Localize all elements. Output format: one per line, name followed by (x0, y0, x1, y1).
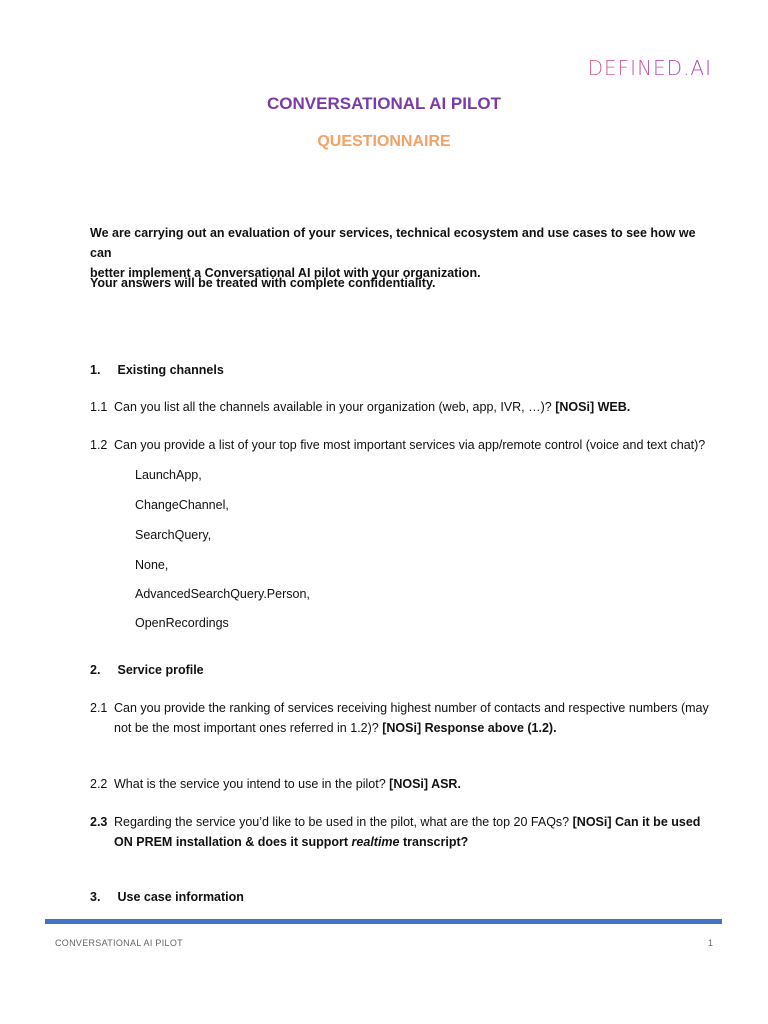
confidentiality-note: Your answers will be treated with complete confidentiality. (90, 276, 436, 290)
question-text: Can you provide a list of your top five most important services via app/remote control (voice and text chat)? (114, 438, 706, 452)
answer-italic: realtime (351, 835, 400, 849)
section-number: 2. (90, 663, 101, 677)
section-number: 1. (90, 363, 101, 377)
question-number: 2.1 (90, 701, 108, 715)
section-2-heading (90, 660, 204, 680)
question-text: Regarding the service you’d like to be used in the pilot, what are the top 20 FAQs? (114, 815, 570, 829)
question-number: 1.1 (90, 400, 108, 414)
service-item: AdvancedSearchQuery.Person, (135, 587, 310, 601)
question-text: Can you list all the channels available in your organization (web, app, IVR, …)? (114, 400, 552, 414)
section-title: Use case information (117, 890, 244, 904)
company-logo: DEFINED.AI (587, 56, 712, 80)
question-text-line-1: Can you provide the ranking of services receiving highest number of contacts and respective numbers (may (114, 701, 709, 715)
section-1-heading (90, 360, 224, 380)
answer-text: [NOSi] ASR. (389, 777, 461, 791)
section-number: 3. (90, 890, 101, 904)
section-3-heading (90, 887, 244, 907)
question-2-2 (90, 774, 720, 794)
question-number: 2.2 (90, 777, 108, 791)
answer-text: [NOSi] Response above (1.2). (382, 721, 557, 735)
intro-line-1: We are carrying out an evaluation of your services, technical ecosystem and use cases to see how we can (90, 226, 696, 260)
service-item: ChangeChannel, (135, 498, 229, 512)
question-number: 1.2 (90, 438, 108, 452)
section-title: Existing channels (117, 363, 224, 377)
service-item: SearchQuery, (135, 528, 212, 542)
page-number: 1 (708, 938, 714, 948)
service-item: OpenRecordings (135, 616, 229, 630)
document-subtitle: QUESTIONNAIRE (317, 133, 451, 150)
answer-text-2: PREM installation & does it support (136, 835, 349, 849)
question-1-2 (90, 435, 720, 455)
question-2-3 (90, 812, 720, 852)
question-text: What is the service you intend to use in the pilot? (114, 777, 386, 791)
section-title: Service profile (117, 663, 204, 677)
document-title: CONVERSATIONAL AI PILOT (267, 94, 501, 113)
answer-text: [NOSi] WEB. (555, 400, 631, 414)
question-text-line-2: not be the most important ones referred in 1.2)? (114, 721, 379, 735)
answer-text-1: [NOSi] Can it be used ON (114, 815, 701, 849)
intro-line-2: better implement a Conversational AI pilot with your organization. (90, 266, 481, 280)
service-item: None, (135, 558, 169, 572)
question-number: 2.3 (90, 815, 108, 829)
footer-title: CONVERSATIONAL AI PILOT (55, 938, 183, 948)
answer-text-3: transcript? (402, 835, 469, 849)
question-2-1 (90, 698, 720, 738)
service-item: LaunchApp, (135, 468, 202, 482)
question-1-1 (90, 397, 720, 417)
footer-divider (45, 919, 722, 924)
